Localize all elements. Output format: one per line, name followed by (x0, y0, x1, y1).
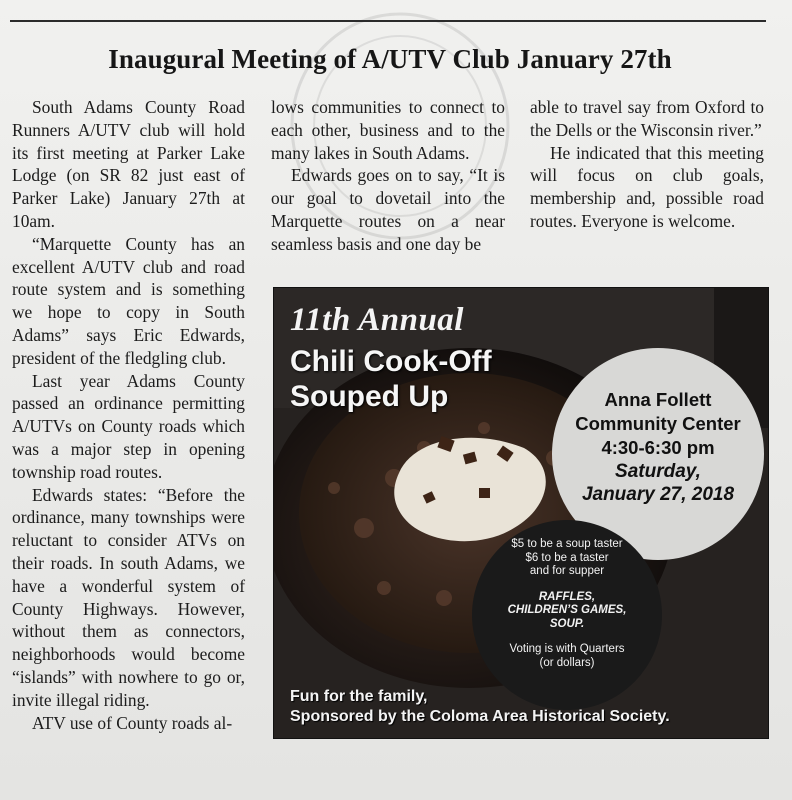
paragraph: “Marquette County has an excellent A/UTV club and road route system and is something we hope to copy in South Adams” says Eric Edwards, president of the fledgling club. (12, 233, 245, 368)
venue-name-line-2: Community Center (575, 413, 741, 434)
paragraph: lows communities to connect to each other, business and to the many lakes in South Adams. (271, 97, 505, 163)
event-time: 4:30-6:30 pm (601, 437, 715, 458)
article-column-2 (271, 96, 505, 256)
paragraph: ATV use of County roads al- (32, 712, 233, 733)
ad-eyebrow: 11th Annual (290, 302, 464, 338)
top-rule (10, 20, 766, 22)
ad-footer-line-1: Fun for the family, (290, 688, 428, 705)
price-line-2: $6 to be a taster (525, 551, 609, 564)
ad-title (290, 344, 492, 414)
paragraph: Edwards states: “Before the ordinance, many townships were reluctant to consider ATVs on their roads. In south Adams, we have a wonderful system of County Highways. However, without them as connectors, neighborhoods would become “islands” with nowhere to go or, invite illegal riding. (12, 484, 245, 710)
article-column-1 (12, 96, 245, 734)
event-day: Saturday, (615, 461, 701, 482)
voting-line-2: (or dollars) (539, 656, 595, 669)
price-line-3: and for supper (529, 565, 605, 577)
article-headline: Inaugural Meeting of A/UTV Club January 27th (108, 44, 672, 74)
voting-line-1: Voting is with Quarters (509, 643, 625, 655)
article-column-3 (530, 96, 764, 233)
chili-cookoff-ad (273, 287, 769, 739)
activities-line-1: RAFFLES, (538, 590, 596, 603)
paragraph: Edwards goes on to say, “It is our goal to dovetail into the Marquette routes on a near seamless basis and one day be (271, 165, 505, 254)
activities-line-3: SOUP. (549, 617, 585, 630)
ad-title-line-2: Souped Up (290, 380, 449, 413)
event-date: January 27, 2018 (581, 484, 735, 505)
paragraph: Last year Adams County passed an ordinance permitting A/UTVs on County roads which was a major step in opening township road routes. (12, 370, 245, 482)
paragraph: South Adams County Road Runners A/UTV club will hold its first meeting at Parker Lake Lodge (on SR 82 just east of Parker Lake) January 27th at 10am. (12, 97, 245, 231)
paragraph: able to travel say from Oxford to the Dells or the Wisconsin river.” (530, 97, 764, 140)
venue-name-line-1: Anna Follett (604, 389, 712, 410)
ad-footer-line-2: Sponsored by the Coloma Area Historical Society. (290, 708, 670, 725)
price-circle (472, 520, 662, 710)
ad-title-line-1: Chili Cook-Off (290, 345, 492, 378)
paragraph: He indicated that this meeting will focus on club goals, membership and, possible road routes. Everyone is welcome. (530, 142, 764, 231)
ad-footer (290, 687, 670, 727)
price-line-1: $5 to be a soup taster (511, 538, 623, 550)
activities-line-2: CHILDREN’S GAMES, (507, 604, 627, 616)
